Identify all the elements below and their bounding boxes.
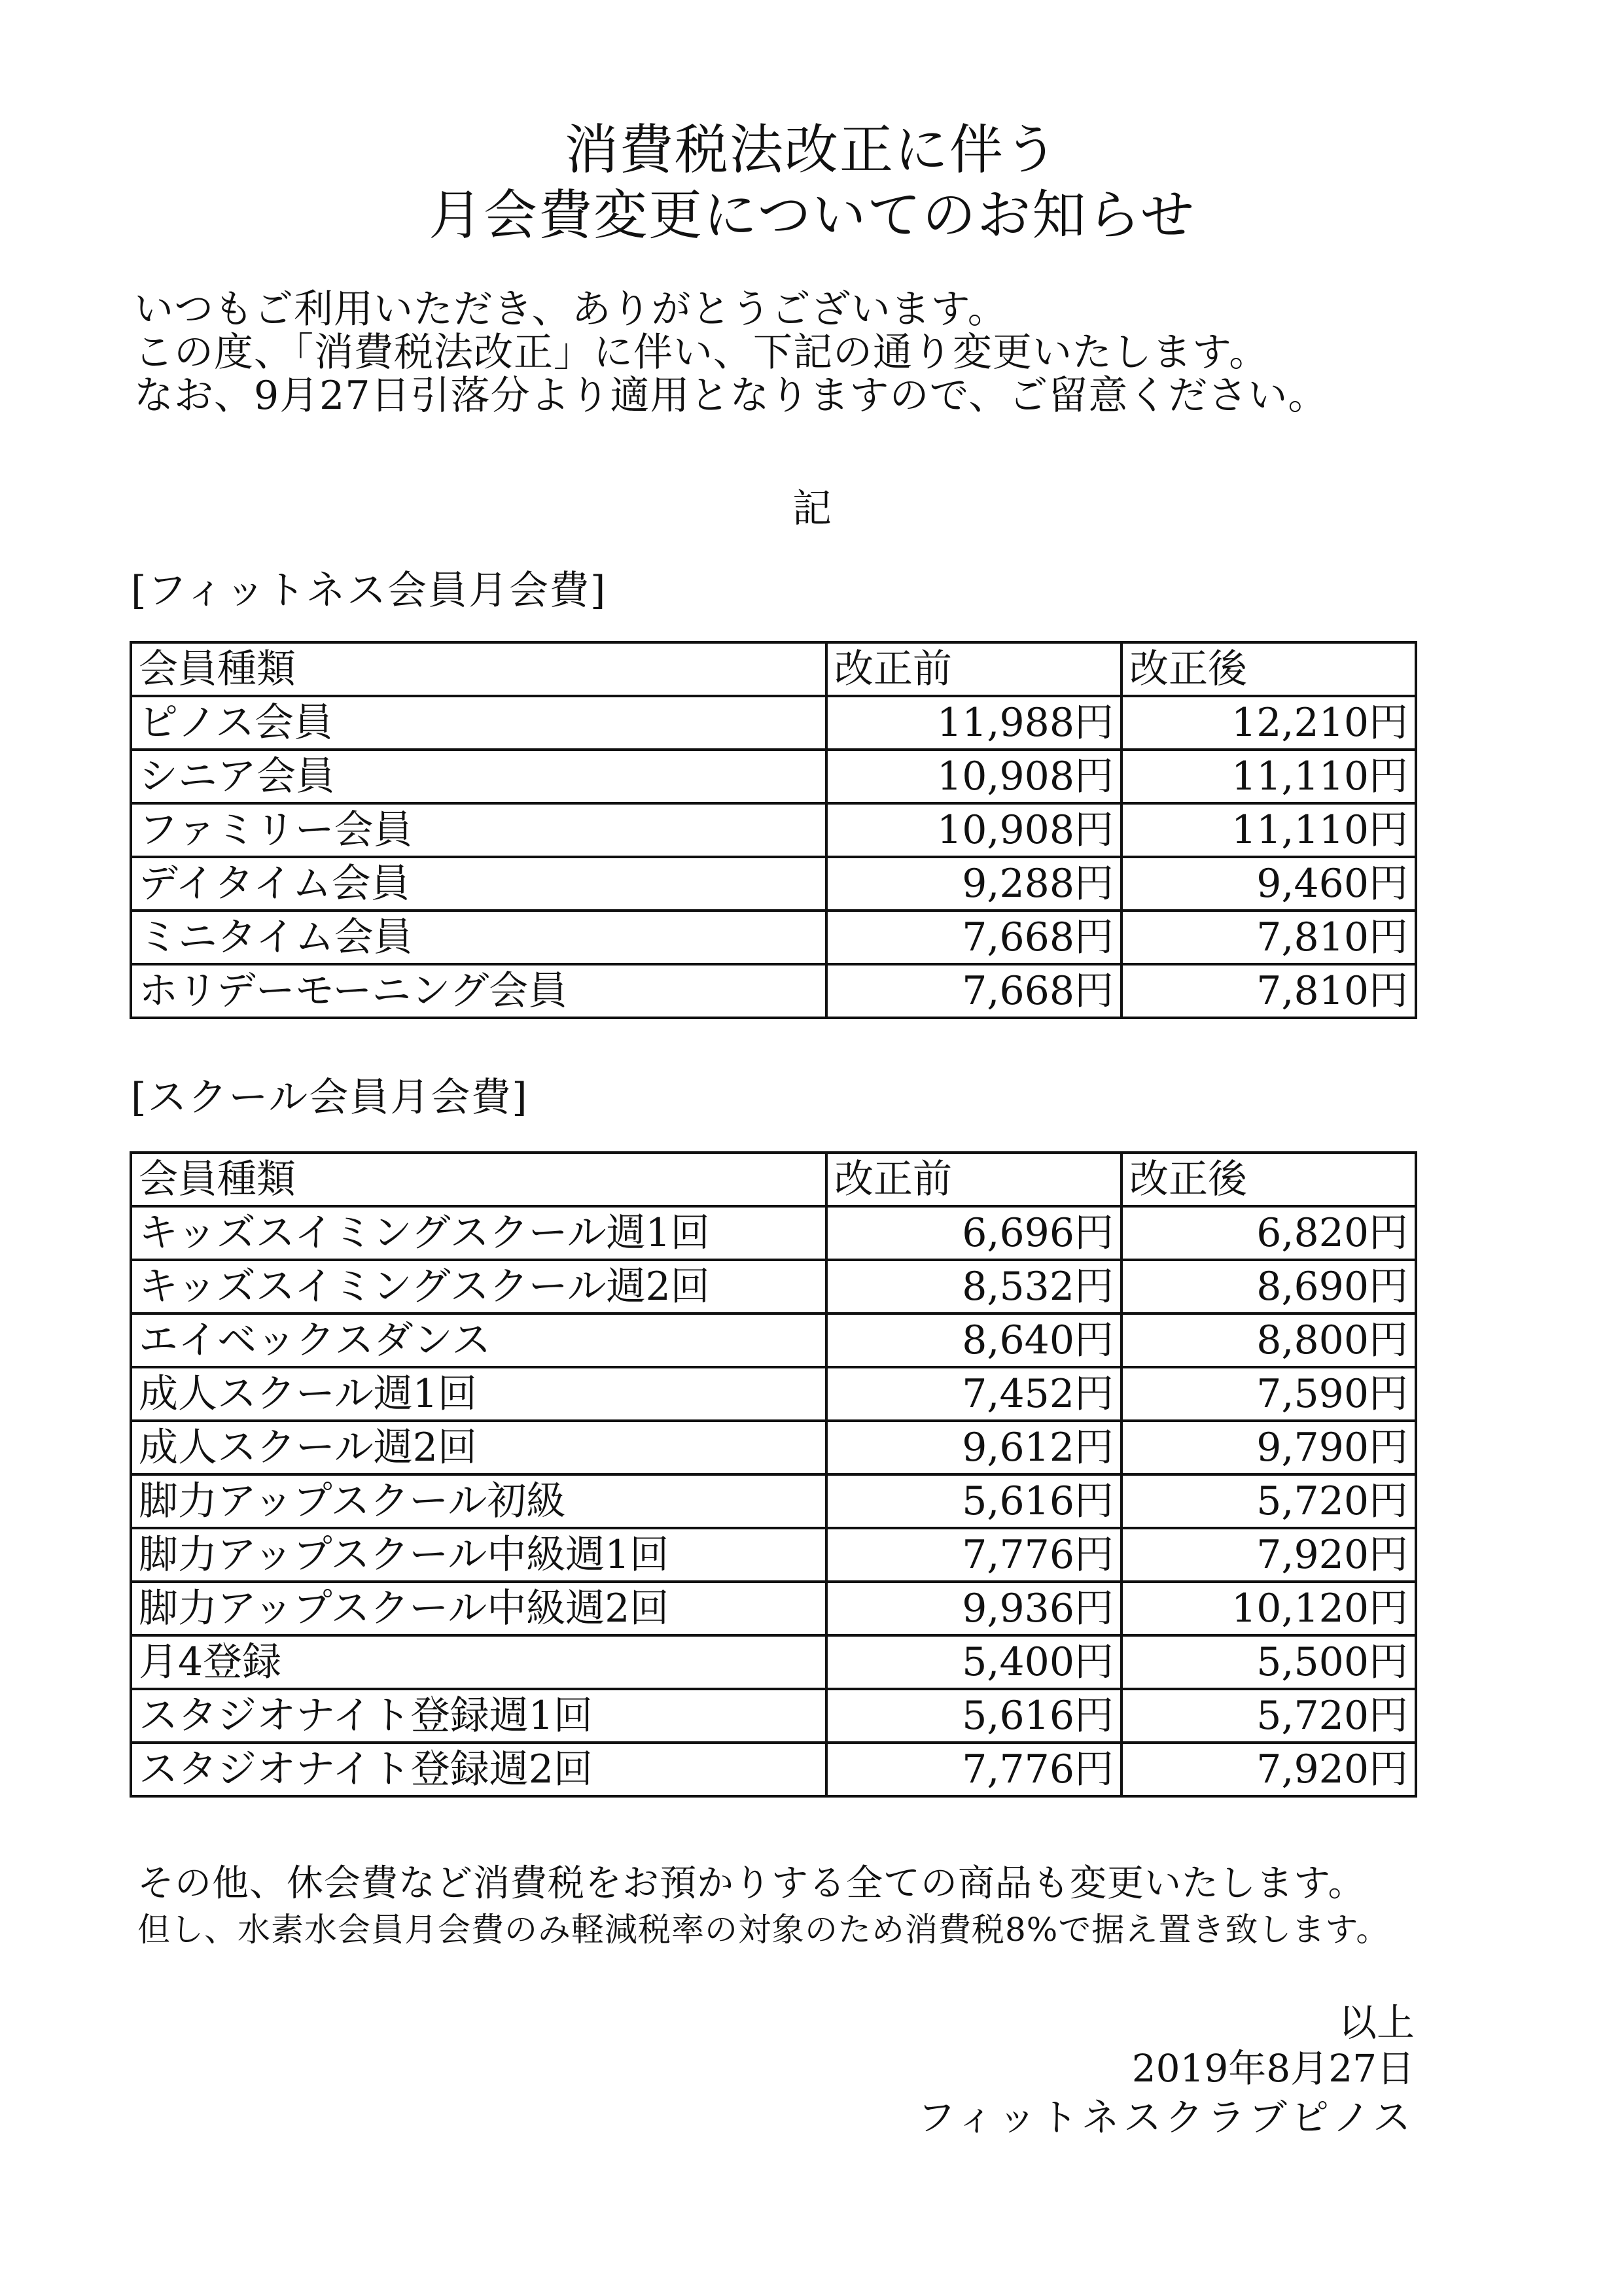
price-after: 7,810円 <box>1121 911 1416 964</box>
header-before: 改正前 <box>826 1153 1121 1206</box>
member-type: デイタイム会員 <box>131 857 826 911</box>
price-after: 7,920円 <box>1121 1528 1416 1582</box>
member-type: スタジオナイト登録週2回 <box>131 1743 826 1796</box>
price-after: 7,810円 <box>1121 964 1416 1018</box>
member-type: シニア会員 <box>131 750 826 803</box>
table-row <box>131 1206 1416 1260</box>
table-row <box>131 1635 1416 1689</box>
price-before: 9,936円 <box>826 1582 1121 1635</box>
table-row <box>131 696 1416 750</box>
member-type: 月4登録 <box>131 1635 826 1689</box>
member-type: キッズスイミングスクール週2回 <box>131 1260 826 1313</box>
price-before: 10,908円 <box>826 803 1121 857</box>
price-before: 7,452円 <box>826 1367 1121 1421</box>
table-row <box>131 1689 1416 1743</box>
intro-line: いつもご利用いただき、ありがとうございます。 <box>134 287 1008 332</box>
header-before: 改正前 <box>826 642 1121 696</box>
member-type: ホリデーモーニング会員 <box>131 964 826 1018</box>
document-title-line1: 消費税法改正に伴う <box>564 119 1059 181</box>
price-before: 7,668円 <box>826 964 1121 1018</box>
price-after: 12,210円 <box>1121 696 1416 750</box>
member-type: エイベックスダンス <box>131 1313 826 1367</box>
table-row <box>131 911 1416 964</box>
school-section-label: [スクール会員月会費] <box>131 1075 529 1121</box>
school-fee-table <box>130 1151 1417 1798</box>
header-member-type: 会員種類 <box>131 1153 826 1206</box>
table-row <box>131 1743 1416 1796</box>
price-after: 11,110円 <box>1121 803 1416 857</box>
price-after: 7,920円 <box>1121 1743 1416 1796</box>
price-after: 10,120円 <box>1121 1582 1416 1635</box>
price-after: 8,690円 <box>1121 1260 1416 1313</box>
member-type: ミニタイム会員 <box>131 911 826 964</box>
price-before: 9,288円 <box>826 857 1121 911</box>
closing-date: 2019年8月27日 <box>1131 2046 1415 2091</box>
price-after: 9,460円 <box>1121 857 1416 911</box>
header-member-type: 会員種類 <box>131 642 826 696</box>
price-before: 10,908円 <box>826 750 1121 803</box>
member-type: 脚力アップスクール初級 <box>131 1474 826 1528</box>
ki-marker: 記 <box>792 486 832 532</box>
document-title-line2: 月会費変更についてのお知らせ <box>429 184 1195 247</box>
fitness-fee-table <box>130 641 1417 1019</box>
price-after: 11,110円 <box>1121 750 1416 803</box>
price-after: 5,720円 <box>1121 1689 1416 1743</box>
table-row <box>131 1313 1416 1367</box>
member-type: キッズスイミングスクール週1回 <box>131 1206 826 1260</box>
price-after: 5,720円 <box>1121 1474 1416 1528</box>
table-header-row <box>131 1153 1416 1206</box>
price-after: 6,820円 <box>1121 1206 1416 1260</box>
fitness-section-label: [フィットネス会員月会費] <box>131 568 607 614</box>
price-before: 6,696円 <box>826 1206 1121 1260</box>
member-type: 成人スクール週2回 <box>131 1421 826 1474</box>
table-row <box>131 964 1416 1018</box>
member-type: 成人スクール週1回 <box>131 1367 826 1421</box>
price-after: 5,500円 <box>1121 1635 1416 1689</box>
member-type: ピノス会員 <box>131 696 826 750</box>
table-row <box>131 750 1416 803</box>
price-after: 8,800円 <box>1121 1313 1416 1367</box>
price-after: 7,590円 <box>1121 1367 1416 1421</box>
price-before: 8,532円 <box>826 1260 1121 1313</box>
intro-line: なお、9月27日引落分より適用となりますので、ご留意ください。 <box>134 373 1328 419</box>
price-before: 5,616円 <box>826 1689 1121 1743</box>
table-row <box>131 1260 1416 1313</box>
price-before: 7,668円 <box>826 911 1121 964</box>
table-header-row <box>131 642 1416 696</box>
closing-organization: フィットネスクラブピノス <box>917 2095 1415 2140</box>
member-type: 脚力アップスクール中級週1回 <box>131 1528 826 1582</box>
header-after: 改正後 <box>1121 1153 1416 1206</box>
table-row <box>131 1367 1416 1421</box>
price-before: 7,776円 <box>826 1528 1121 1582</box>
table-row <box>131 1421 1416 1474</box>
price-before: 8,640円 <box>826 1313 1121 1367</box>
note-reduced-tax: 但し、水素水会員月会費のみ軽減税率の対象のため消費税8%で据え置き致します。 <box>137 1911 1390 1949</box>
price-before: 9,612円 <box>826 1421 1121 1474</box>
closing-ijou: 以上 <box>1338 2000 1415 2045</box>
intro-paragraph <box>134 288 1328 417</box>
header-after: 改正後 <box>1121 642 1416 696</box>
table-row <box>131 1528 1416 1582</box>
table-row <box>131 1582 1416 1635</box>
price-before: 7,776円 <box>826 1743 1121 1796</box>
table-row <box>131 803 1416 857</box>
price-after: 9,790円 <box>1121 1421 1416 1474</box>
intro-line: この度、「消費税法改正」に伴い、下記の通り変更いたします。 <box>134 330 1269 375</box>
member-type: ファミリー会員 <box>131 803 826 857</box>
price-before: 5,400円 <box>826 1635 1121 1689</box>
member-type: スタジオナイト登録週1回 <box>131 1689 826 1743</box>
price-before: 11,988円 <box>826 696 1121 750</box>
table-row <box>131 1474 1416 1528</box>
member-type: 脚力アップスクール中級週2回 <box>131 1582 826 1635</box>
table-row <box>131 857 1416 911</box>
note-other-items: その他、休会費など消費税をお預かりする全ての商品も変更いたします。 <box>137 1862 1366 1905</box>
price-before: 5,616円 <box>826 1474 1121 1528</box>
